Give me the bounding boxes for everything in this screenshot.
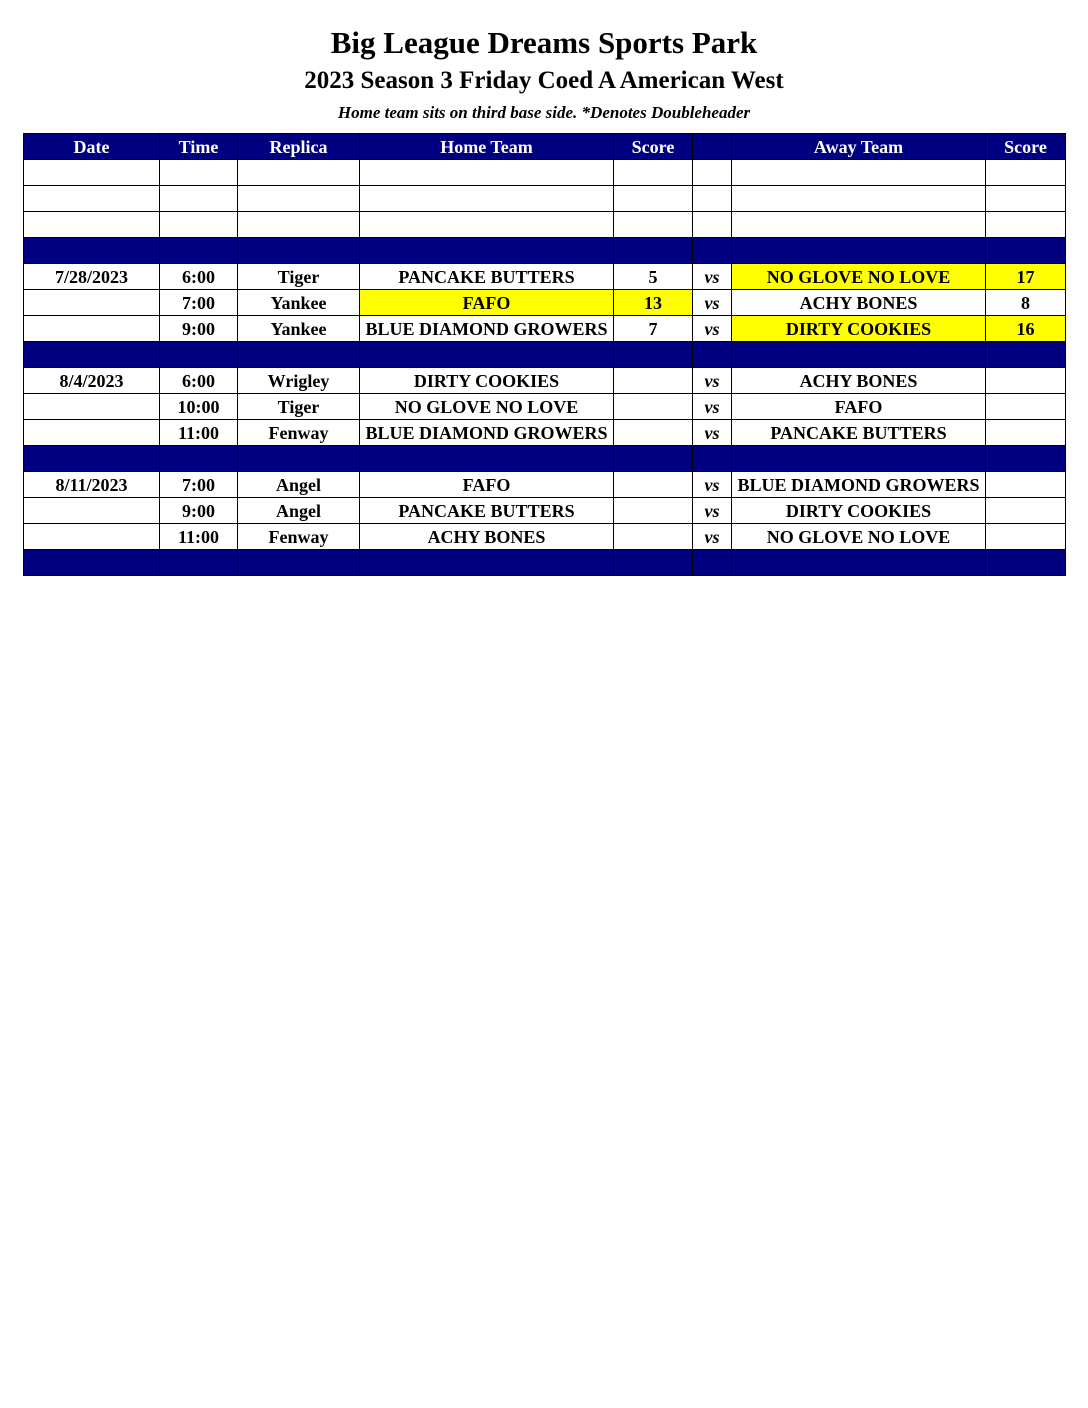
cell-home-score: 7: [614, 316, 693, 342]
cell-away-score: [986, 420, 1066, 446]
cell-time: [160, 446, 238, 472]
cell-date: [24, 160, 160, 186]
cell-date: [24, 290, 160, 316]
cell-away-score: [986, 446, 1066, 472]
cell-home-team: ACHY BONES: [360, 524, 614, 550]
cell-time: [160, 186, 238, 212]
cell-date: [24, 238, 160, 264]
cell-time: [160, 550, 238, 576]
cell-away-team: [732, 186, 986, 212]
cell-replica: Tiger: [238, 264, 360, 290]
cell-vs: vs: [693, 368, 732, 394]
cell-vs: [693, 550, 732, 576]
page-header: [0, 24, 1088, 124]
cell-time: [160, 238, 238, 264]
column-header-vs: [693, 134, 732, 160]
cell-away-team: NO GLOVE NO LOVE: [732, 524, 986, 550]
table-row: [24, 472, 1066, 498]
cell-time: [160, 160, 238, 186]
separator-row: [24, 446, 1066, 472]
cell-vs: vs: [693, 290, 732, 316]
column-header-date: Date: [24, 134, 160, 160]
cell-time: 10:00: [160, 394, 238, 420]
cell-away-team: ACHY BONES: [732, 368, 986, 394]
cell-away-team: [732, 160, 986, 186]
cell-vs: vs: [693, 394, 732, 420]
cell-home-team: DIRTY COOKIES: [360, 368, 614, 394]
cell-home-team: NO GLOVE NO LOVE: [360, 394, 614, 420]
cell-away-team: ACHY BONES: [732, 290, 986, 316]
cell-home-team: [360, 550, 614, 576]
cell-time: 11:00: [160, 420, 238, 446]
cell-home-score: 13: [614, 290, 693, 316]
cell-away-team: NO GLOVE NO LOVE: [732, 264, 986, 290]
cell-vs: [693, 186, 732, 212]
cell-away-team: BLUE DIAMOND GROWERS: [732, 472, 986, 498]
cell-home-team: [360, 446, 614, 472]
cell-replica: [238, 212, 360, 238]
cell-away-team: DIRTY COOKIES: [732, 316, 986, 342]
cell-home-score: [614, 550, 693, 576]
cell-home-team: [360, 342, 614, 368]
cell-home-score: [614, 420, 693, 446]
cell-away-score: [986, 550, 1066, 576]
cell-date: [24, 446, 160, 472]
cell-home-team: FAFO: [360, 472, 614, 498]
cell-home-team: [360, 160, 614, 186]
cell-date: [24, 316, 160, 342]
cell-home-score: [614, 498, 693, 524]
cell-away-score: 16: [986, 316, 1066, 342]
cell-away-score: [986, 342, 1066, 368]
cell-date: 8/11/2023: [24, 472, 160, 498]
cell-time: [160, 212, 238, 238]
cell-time: 9:00: [160, 498, 238, 524]
cell-home-score: [614, 186, 693, 212]
cell-replica: [238, 160, 360, 186]
cell-replica: Angel: [238, 498, 360, 524]
cell-date: [24, 394, 160, 420]
cell-replica: [238, 446, 360, 472]
cell-time: 11:00: [160, 524, 238, 550]
cell-home-team: FAFO: [360, 290, 614, 316]
cell-vs: [693, 342, 732, 368]
cell-vs: [693, 160, 732, 186]
cell-home-score: [614, 342, 693, 368]
separator-row: [24, 238, 1066, 264]
cell-home-score: [614, 212, 693, 238]
cell-date: [24, 498, 160, 524]
page-note: Home team sits on third base side. *Denotes Doubleheader: [337, 103, 751, 122]
schedule-table: [23, 133, 1066, 576]
blank-row: [24, 212, 1066, 238]
cell-home-score: [614, 368, 693, 394]
cell-date: 8/4/2023: [24, 368, 160, 394]
cell-away-team: PANCAKE BUTTERS: [732, 420, 986, 446]
cell-home-score: [614, 394, 693, 420]
column-header-time: Time: [160, 134, 238, 160]
cell-vs: [693, 238, 732, 264]
cell-vs: vs: [693, 524, 732, 550]
cell-replica: Yankee: [238, 290, 360, 316]
cell-replica: [238, 186, 360, 212]
cell-vs: vs: [693, 316, 732, 342]
column-header-replica: Replica: [238, 134, 360, 160]
cell-vs: vs: [693, 472, 732, 498]
cell-date: [24, 342, 160, 368]
table-row: [24, 420, 1066, 446]
cell-home-team: [360, 238, 614, 264]
cell-date: [24, 524, 160, 550]
cell-away-team: [732, 446, 986, 472]
cell-home-team: PANCAKE BUTTERS: [360, 264, 614, 290]
cell-home-team: PANCAKE BUTTERS: [360, 498, 614, 524]
cell-replica: Yankee: [238, 316, 360, 342]
cell-away-team: [732, 342, 986, 368]
cell-replica: Tiger: [238, 394, 360, 420]
cell-away-score: [986, 212, 1066, 238]
cell-vs: [693, 446, 732, 472]
cell-home-score: [614, 238, 693, 264]
column-header-home-team: Home Team: [360, 134, 614, 160]
cell-time: [160, 342, 238, 368]
cell-time: 7:00: [160, 290, 238, 316]
cell-replica: [238, 342, 360, 368]
separator-row: [24, 550, 1066, 576]
cell-away-score: 8: [986, 290, 1066, 316]
cell-away-score: [986, 524, 1066, 550]
cell-away-team: [732, 212, 986, 238]
cell-home-team: BLUE DIAMOND GROWERS: [360, 316, 614, 342]
cell-date: [24, 212, 160, 238]
blank-row: [24, 186, 1066, 212]
cell-home-team: [360, 186, 614, 212]
cell-away-team: DIRTY COOKIES: [732, 498, 986, 524]
blank-row: [24, 160, 1066, 186]
cell-vs: vs: [693, 264, 732, 290]
cell-away-score: [986, 186, 1066, 212]
cell-away-score: [986, 368, 1066, 394]
table-row: [24, 290, 1066, 316]
separator-row: [24, 342, 1066, 368]
cell-time: 7:00: [160, 472, 238, 498]
cell-home-score: [614, 524, 693, 550]
schedule-body: [24, 160, 1066, 576]
column-header-away-team: Away Team: [732, 134, 986, 160]
cell-replica: Fenway: [238, 524, 360, 550]
cell-away-score: [986, 498, 1066, 524]
cell-replica: [238, 550, 360, 576]
cell-away-score: [986, 238, 1066, 264]
cell-away-team: [732, 238, 986, 264]
cell-time: 6:00: [160, 264, 238, 290]
cell-home-score: 5: [614, 264, 693, 290]
table-row: [24, 394, 1066, 420]
column-header-away-score: Score: [986, 134, 1066, 160]
cell-vs: [693, 212, 732, 238]
cell-replica: Wrigley: [238, 368, 360, 394]
cell-replica: Fenway: [238, 420, 360, 446]
cell-away-score: [986, 472, 1066, 498]
column-header-home-score: Score: [614, 134, 693, 160]
page-title: Big League Dreams Sports Park: [330, 25, 758, 60]
cell-home-score: [614, 472, 693, 498]
cell-away-score: 17: [986, 264, 1066, 290]
cell-away-team: FAFO: [732, 394, 986, 420]
cell-time: 6:00: [160, 368, 238, 394]
cell-date: [24, 186, 160, 212]
cell-date: 7/28/2023: [24, 264, 160, 290]
table-row: [24, 368, 1066, 394]
table-row: [24, 498, 1066, 524]
cell-home-team: [360, 212, 614, 238]
cell-replica: [238, 238, 360, 264]
cell-replica: Angel: [238, 472, 360, 498]
cell-home-score: [614, 160, 693, 186]
cell-away-team: [732, 550, 986, 576]
cell-vs: vs: [693, 498, 732, 524]
cell-home-score: [614, 446, 693, 472]
cell-home-team: BLUE DIAMOND GROWERS: [360, 420, 614, 446]
page-subtitle: 2023 Season 3 Friday Coed A American West: [304, 67, 784, 94]
cell-date: [24, 420, 160, 446]
table-row: [24, 316, 1066, 342]
cell-time: 9:00: [160, 316, 238, 342]
table-row: [24, 524, 1066, 550]
table-row: [24, 264, 1066, 290]
cell-vs: vs: [693, 420, 732, 446]
cell-date: [24, 550, 160, 576]
cell-away-score: [986, 394, 1066, 420]
table-header-row: [24, 134, 1066, 160]
cell-away-score: [986, 160, 1066, 186]
